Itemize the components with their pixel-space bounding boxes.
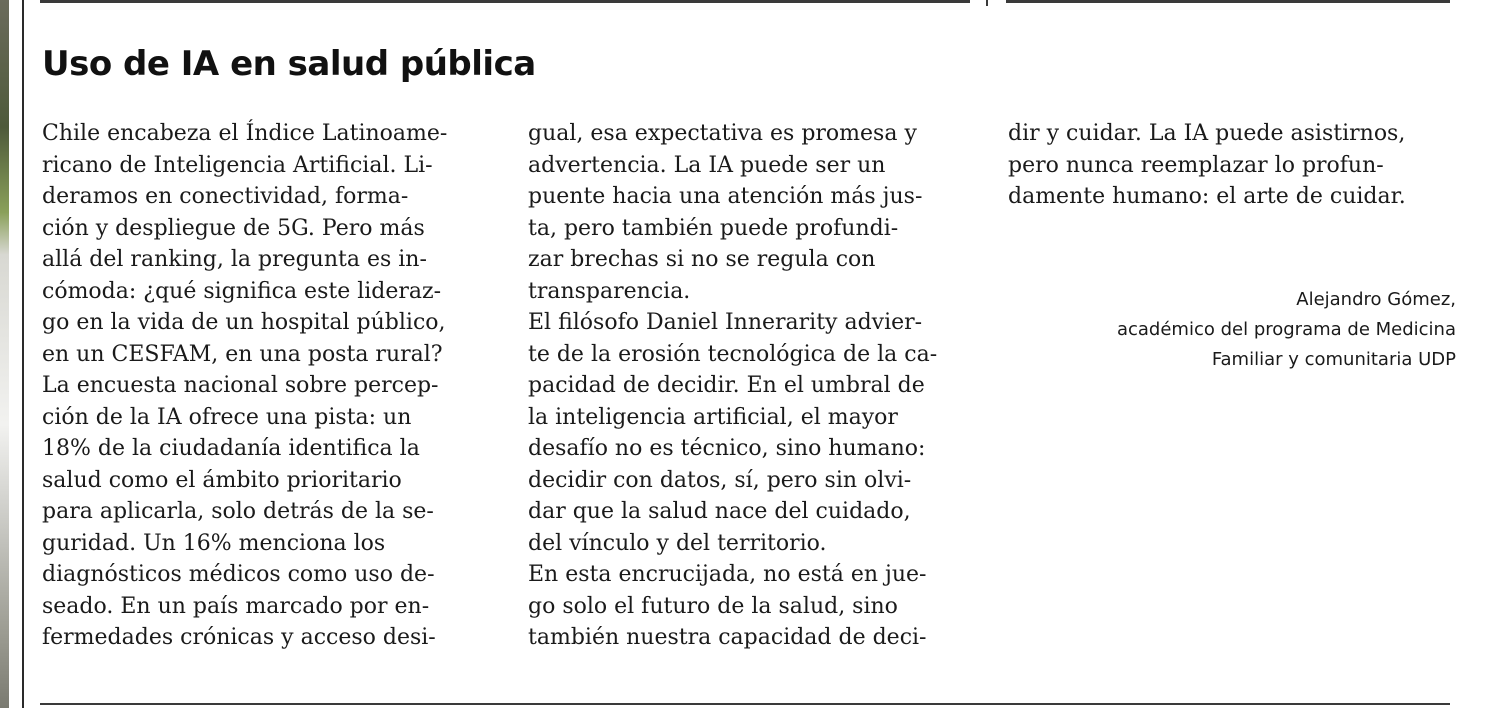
text-line: go en la vida de un hospital público,	[42, 310, 446, 335]
article-column-3	[1008, 118, 1458, 213]
article-title: Uso de IA en salud pública	[42, 44, 536, 84]
text-line: también nuestra capacidad de deci-	[528, 625, 927, 650]
text-line: 18% de la ciudadanía identifica la	[42, 436, 420, 461]
text-line: fermedades crónicas y acceso desi-	[42, 625, 436, 650]
text-line: diagnósticos médicos como uso de-	[42, 562, 435, 587]
text-line: seado. En un país marcado por en-	[42, 593, 430, 619]
top-rule-tick	[986, 0, 988, 6]
author-signature	[1117, 285, 1456, 375]
text-line: Chile encabeza el Índice Latinoame-	[42, 121, 448, 146]
column-divider-rule	[22, 0, 24, 708]
text-line: pacidad de decidir. En el umbral de	[528, 373, 925, 398]
article-column-1	[42, 118, 492, 654]
text-line: ción y despliegue de 5G. Pero más	[42, 215, 425, 241]
text-line: La encuesta nacional sobre percep-	[42, 373, 439, 398]
author-role: académico del programa de Medicina	[1116, 319, 1456, 340]
text-line: En esta encrucijada, no está en jue-	[528, 562, 927, 587]
text-line: go solo el futuro de la salud, sino	[528, 593, 898, 619]
top-rule-right	[1006, 0, 1450, 3]
text-line: gual, esa expectativa es promesa y	[528, 121, 917, 146]
text-line: ción de la IA ofrece una pista: un	[42, 404, 412, 430]
text-line: dar que la salud nace del cuidado,	[528, 499, 911, 524]
text-line: transparencia.	[528, 278, 691, 304]
text-line: salud como el ámbito prioritario	[42, 467, 402, 493]
text-line: ricano de Inteligencia Artificial. Li-	[42, 152, 433, 178]
text-line: pero nunca reemplazar lo profun-	[1008, 152, 1384, 178]
text-line: puente hacia una atención más jus-	[528, 184, 923, 209]
text-line: la inteligencia artificial, el mayor	[528, 404, 898, 430]
text-line: damente humano: el arte de cuidar.	[1008, 184, 1406, 209]
text-line: para aplicarla, solo detrás de la se-	[42, 499, 434, 524]
text-line: advertencia. La IA puede ser un	[528, 152, 886, 178]
author-name: Alejandro Gómez,	[1296, 289, 1456, 310]
adjacent-photo-strip	[0, 0, 9, 708]
top-rule	[40, 0, 970, 3]
text-line: allá del ranking, la pregunta es in-	[42, 247, 427, 272]
text-line: zar brechas si no se regula con	[528, 247, 876, 272]
text-line: El filósofo Daniel Innerarity advier-	[528, 310, 923, 335]
text-line: ta, pero también puede profundi-	[528, 215, 899, 241]
text-line: del vínculo y del territorio.	[528, 530, 827, 556]
text-line: en un CESFAM, en una posta rural?	[42, 341, 443, 367]
text-line: te de la erosión tecnológica de la ca-	[528, 341, 938, 367]
text-line: decidir con datos, sí, pero sin olvi-	[528, 467, 912, 493]
article-column-2	[528, 118, 978, 654]
text-line: dir y cuidar. La IA puede asistirnos,	[1008, 121, 1406, 146]
bottom-rule	[40, 703, 1450, 705]
author-affiliation: Familiar y comunitaria UDP	[1211, 349, 1456, 370]
text-line: desafío no es técnico, sino humano:	[528, 436, 926, 461]
text-line: guridad. Un 16% menciona los	[42, 530, 386, 556]
text-line: deramos en conectividad, forma-	[42, 184, 409, 209]
text-line: cómoda: ¿qué significa este lideraz-	[42, 278, 442, 304]
